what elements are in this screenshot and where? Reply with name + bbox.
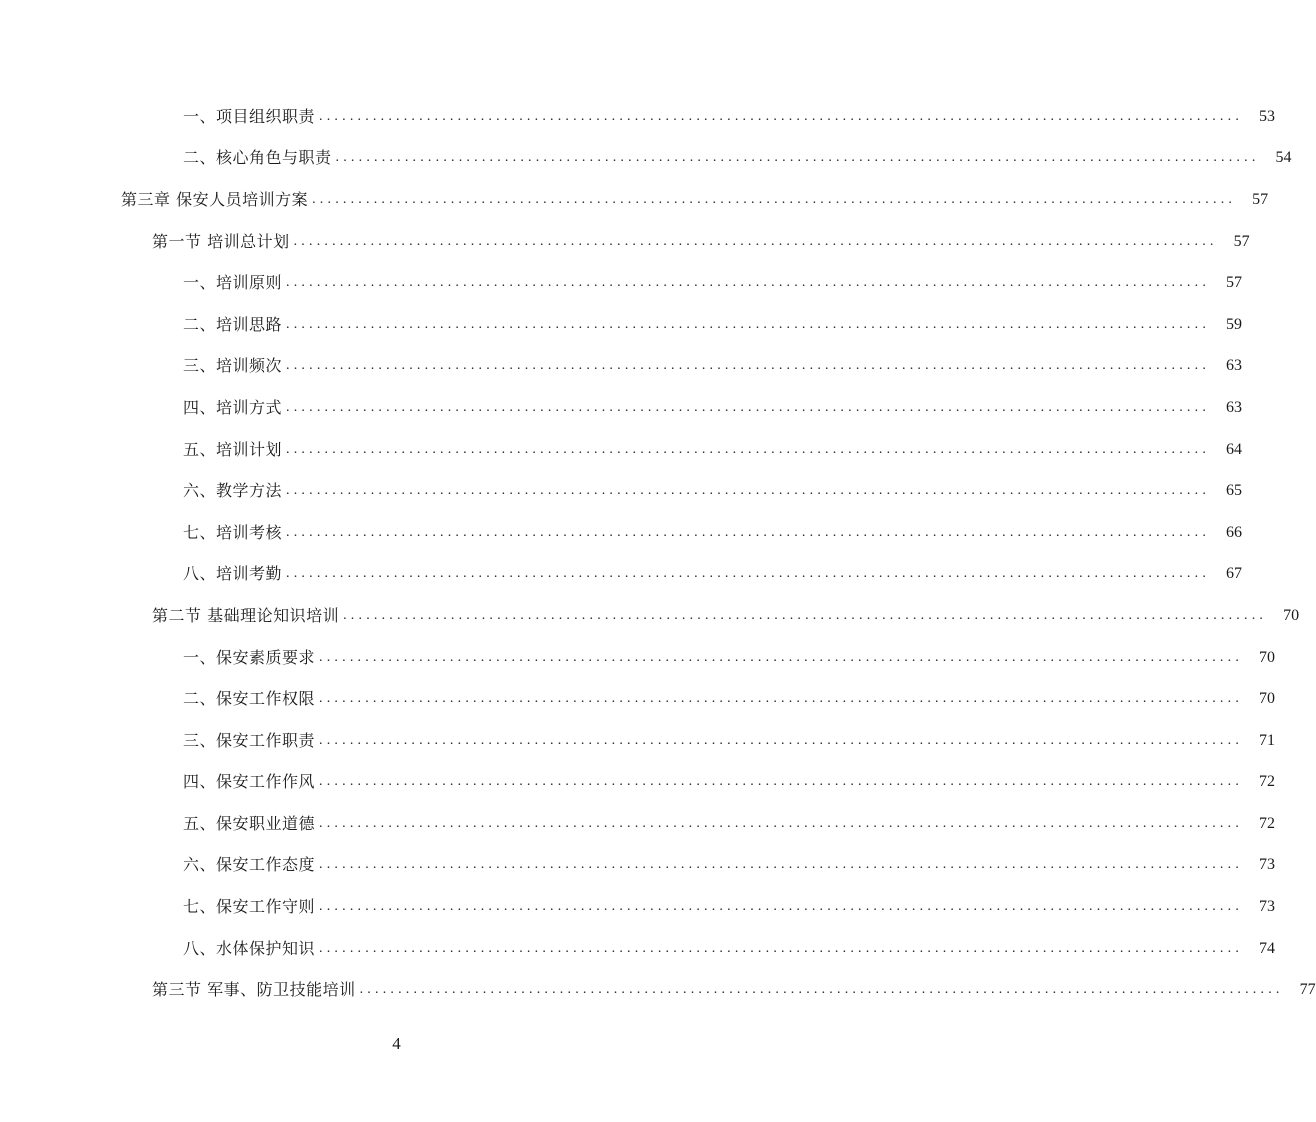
toc-entry-item[interactable] <box>0 96 1276 138</box>
toc-entry-title: 二、保安工作权限 <box>183 689 316 709</box>
toc-entry-item[interactable] <box>0 554 1243 596</box>
toc-entry-page: 66 <box>1226 523 1243 541</box>
dot-leader: ........................................................................................................................ <box>286 524 1211 540</box>
toc-entry-title: 三、培训频次 <box>183 356 283 376</box>
toc-entry-item[interactable] <box>0 138 1292 180</box>
table-of-contents <box>0 96 1316 1011</box>
dot-leader: ........................................................................................................................ <box>319 899 1244 915</box>
toc-entry-item[interactable] <box>0 470 1243 512</box>
toc-entry-title: 六、保安工作态度 <box>183 855 316 875</box>
dot-leader: ........................................................................................................................ <box>286 316 1211 332</box>
dot-leader: ........................................................................................................................ <box>319 649 1244 665</box>
toc-entry-page: 70 <box>1283 606 1300 624</box>
toc-entry-page: 77 <box>1299 981 1316 999</box>
toc-entry-title: 八、培训考勤 <box>183 564 283 584</box>
dot-leader: ........................................................................................................................ <box>293 233 1218 249</box>
dot-leader: ........................................................................................................................ <box>335 150 1260 166</box>
toc-entry-page: 53 <box>1259 107 1276 125</box>
dot-leader: ........................................................................................................................ <box>286 275 1211 291</box>
toc-entry-title: 第一节 培训总计划 <box>152 231 290 251</box>
dot-leader: ........................................................................................................................ <box>319 108 1244 124</box>
toc-entry-title: 四、培训方式 <box>183 397 283 417</box>
toc-entry-page: 72 <box>1259 814 1276 832</box>
toc-entry-item[interactable] <box>0 720 1276 762</box>
toc-entry-page: 70 <box>1259 648 1276 666</box>
toc-entry-item[interactable] <box>0 429 1243 471</box>
dot-leader: ........................................................................................................................ <box>319 691 1244 707</box>
dot-leader: ........................................................................................................................ <box>319 732 1244 748</box>
toc-entry-title: 二、核心角色与职责 <box>183 148 332 168</box>
dot-leader: ........................................................................................................................ <box>312 191 1237 207</box>
toc-entry-page: 72 <box>1259 773 1276 791</box>
dot-leader: ........................................................................................................................ <box>319 940 1244 956</box>
page-number: 4 <box>392 1034 401 1053</box>
toc-entry-section[interactable] <box>0 595 1300 637</box>
toc-entry-page: 73 <box>1259 898 1276 916</box>
toc-entry-page: 57 <box>1233 232 1250 250</box>
toc-entry-item[interactable] <box>0 928 1276 970</box>
toc-entry-title: 二、培训思路 <box>183 314 283 334</box>
toc-entry-title: 四、保安工作作风 <box>183 772 316 792</box>
toc-entry-page: 74 <box>1259 939 1276 957</box>
toc-entry-title: 三、保安工作职责 <box>183 730 316 750</box>
toc-entry-page: 73 <box>1259 856 1276 874</box>
toc-entry-page: 63 <box>1226 398 1243 416</box>
dot-leader: ........................................................................................................................ <box>286 441 1211 457</box>
dot-leader: ........................................................................................................................ <box>319 774 1244 790</box>
toc-entry-item[interactable] <box>0 678 1276 720</box>
toc-entry-title: 一、项目组织职责 <box>183 106 316 126</box>
toc-entry-title: 八、水体保护知识 <box>183 938 316 958</box>
toc-entry-item[interactable] <box>0 304 1243 346</box>
toc-entry-page: 57 <box>1252 190 1269 208</box>
toc-entry-page: 64 <box>1226 440 1243 458</box>
toc-entry-page: 57 <box>1226 274 1243 292</box>
toc-entry-title: 第三节 军事、防卫技能培训 <box>152 980 356 1000</box>
toc-entry-item[interactable] <box>0 845 1276 887</box>
toc-entry-item[interactable] <box>0 262 1243 304</box>
toc-entry-title: 第二节 基础理论知识培训 <box>152 605 340 625</box>
dot-leader: ........................................................................................................................ <box>319 815 1244 831</box>
toc-entry-title: 七、保安工作守则 <box>183 897 316 917</box>
toc-entry-title: 第三章 保安人员培训方案 <box>121 189 309 209</box>
toc-entry-title: 一、保安素质要求 <box>183 647 316 667</box>
toc-entry-item[interactable] <box>0 512 1243 554</box>
dot-leader: ........................................................................................................................ <box>286 566 1211 582</box>
toc-entry-page: 65 <box>1226 482 1243 500</box>
toc-entry-item[interactable] <box>0 346 1243 388</box>
toc-entry-page: 63 <box>1226 357 1243 375</box>
dot-leader: ........................................................................................................................ <box>319 857 1244 873</box>
toc-entry-title: 六、教学方法 <box>183 481 283 501</box>
toc-entry-section[interactable] <box>0 221 1250 263</box>
dot-leader: ........................................................................................................................ <box>359 982 1284 998</box>
toc-entry-title: 五、培训计划 <box>183 439 283 459</box>
toc-entry-item[interactable] <box>0 803 1276 845</box>
dot-leader: ........................................................................................................................ <box>286 358 1211 374</box>
toc-entry-section[interactable] <box>0 969 1316 1011</box>
toc-entry-title: 七、培训考核 <box>183 522 283 542</box>
toc-entry-item[interactable] <box>0 886 1276 928</box>
toc-entry-page: 67 <box>1226 565 1243 583</box>
toc-entry-item[interactable] <box>0 637 1276 679</box>
toc-entry-page: 59 <box>1226 315 1243 333</box>
toc-entry-item[interactable] <box>0 387 1243 429</box>
toc-entry-page: 70 <box>1259 690 1276 708</box>
toc-entry-title: 一、培训原则 <box>183 273 283 293</box>
toc-entry-item[interactable] <box>0 762 1276 804</box>
dot-leader: ........................................................................................................................ <box>286 483 1211 499</box>
toc-entry-page: 54 <box>1275 149 1292 167</box>
toc-entry-page: 71 <box>1259 731 1276 749</box>
toc-entry-title: 五、保安职业道德 <box>183 813 316 833</box>
dot-leader: ........................................................................................................................ <box>343 607 1268 623</box>
dot-leader: ........................................................................................................................ <box>286 399 1211 415</box>
toc-entry-chapter[interactable] <box>0 179 1269 221</box>
